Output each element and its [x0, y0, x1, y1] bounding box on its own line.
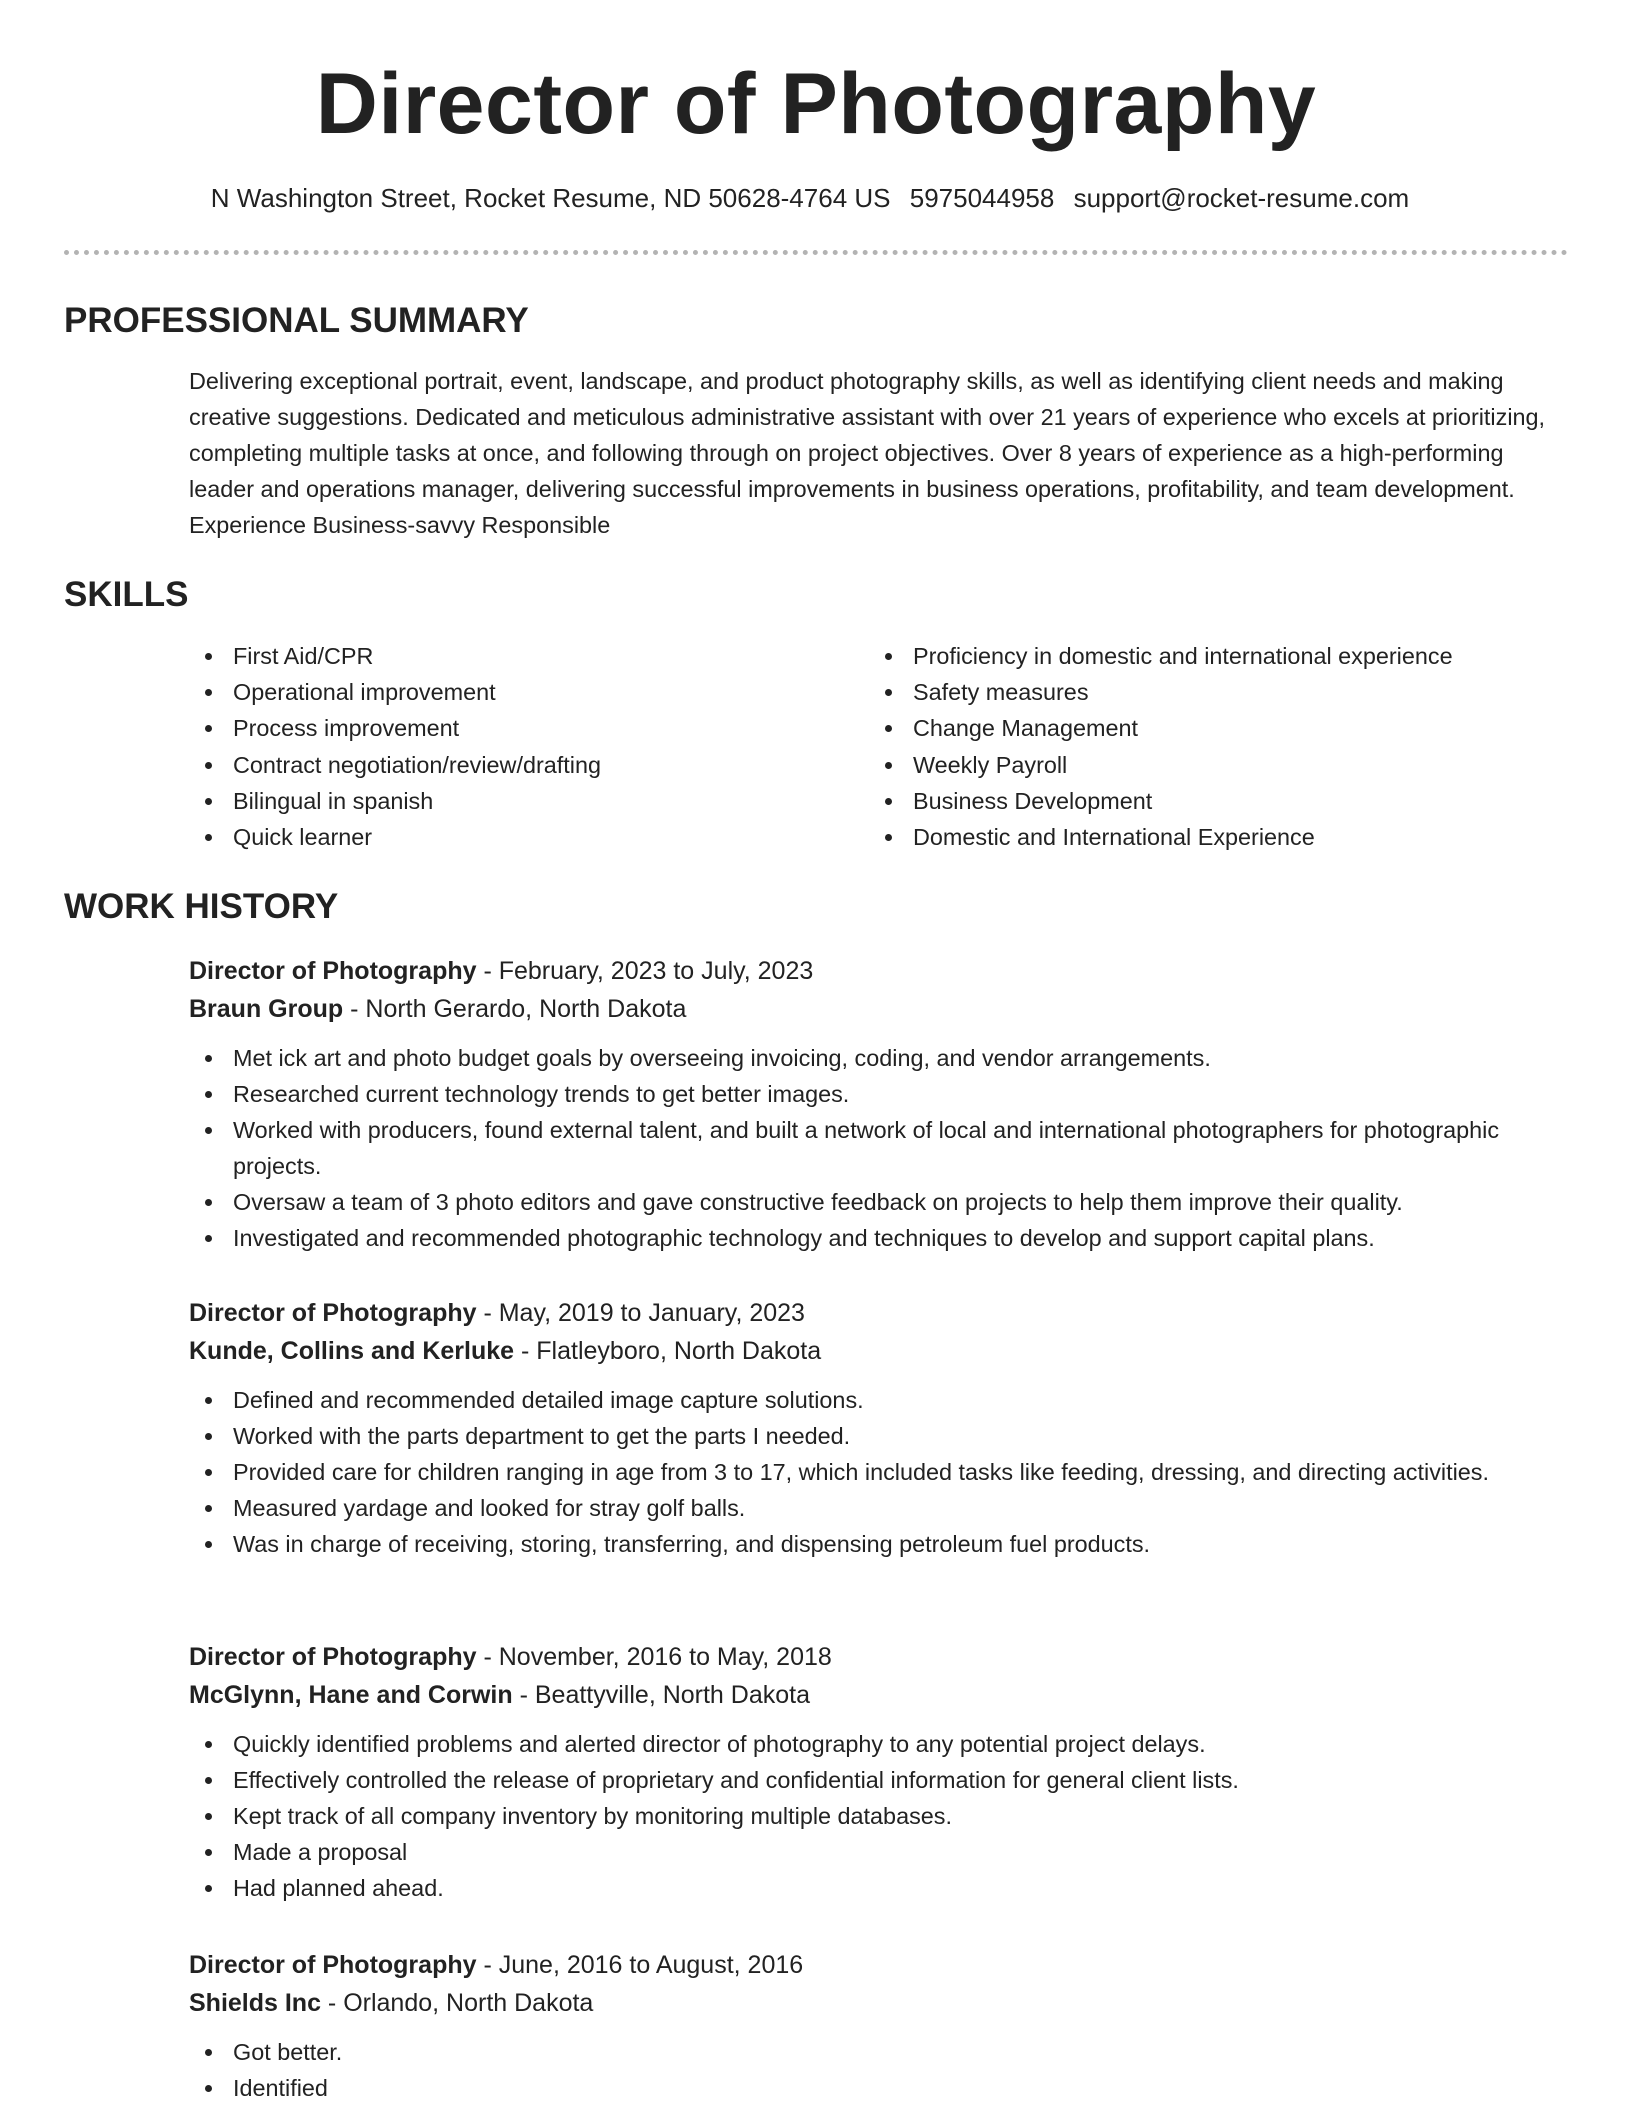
bullet-icon: [205, 798, 212, 805]
contact-line: [0, 180, 1620, 216]
job-company-line: [189, 1676, 1567, 1714]
bullet-icon: [205, 1199, 212, 1206]
skill-item: [189, 783, 601, 819]
job-location: - Flatleyboro, North Dakota: [514, 1337, 822, 1365]
bullet-icon: [885, 725, 892, 732]
skill-item: [869, 783, 1453, 819]
skill-label: Safety measures: [913, 679, 1089, 706]
duty-text: Was in charge of receiving, storing, transferring, and dispensing petroleum fuel products.: [233, 1531, 1151, 1557]
bullet-icon: [205, 1235, 212, 1242]
skill-label: Process improvement: [233, 715, 460, 742]
duty-item: [189, 1184, 1567, 1220]
bullet-icon: [205, 1741, 212, 1748]
job-title-line: [189, 1946, 1567, 1984]
job-location: - Beattyville, North Dakota: [512, 1681, 810, 1709]
duty-text: Provided care for children ranging in age from 3 to 17, which included tasks like feeding, dressing, and directing activities.: [233, 1459, 1489, 1485]
job-company: Shields Inc: [189, 1989, 321, 2017]
skill-item: [869, 819, 1453, 855]
skill-item: [869, 747, 1453, 783]
duty-text: Kept track of all company inventory by monitoring multiple databases.: [233, 1803, 952, 1829]
duty-item: [189, 1726, 1567, 1762]
job-duties: [189, 1382, 1567, 1562]
duty-text: Had planned ahead.: [233, 1875, 444, 1901]
bullet-icon: [885, 762, 892, 769]
bullet-icon: [205, 653, 212, 660]
duty-text: Worked with the parts department to get the parts I needed.: [233, 1423, 851, 1449]
job-duties: [189, 1726, 1567, 1906]
bullet-icon: [205, 1813, 212, 1820]
bullet-icon: [885, 798, 892, 805]
duty-text: Identified: [233, 2075, 328, 2101]
bullet-icon: [205, 1055, 212, 1062]
duty-item: [189, 1870, 1567, 1906]
job-role: Director of Photography: [189, 957, 477, 985]
duty-item: [189, 1762, 1567, 1798]
work-history-heading: WORK HISTORY: [64, 887, 339, 926]
skills-heading: SKILLS: [64, 575, 189, 614]
bullet-icon: [205, 1469, 212, 1476]
job-dates: - February, 2023 to July, 2023: [476, 957, 814, 985]
bullet-icon: [205, 689, 212, 696]
duty-item: [189, 1076, 1567, 1112]
summary-text: Delivering exceptional portrait, event, landscape, and product photography skills, as well as identifying client needs and making creative suggestions. Dedicated and meticulous administrative assistant with over 21 years of experience who excels at prioritizing, completing multiple tasks at once, and following through on project objectives. Over 8 years of experience as a high-performing leader and operations manager, delivering successful improvements in business operations, profitability, and team development. Experience Business-savvy Responsible: [189, 368, 1546, 538]
skill-label: First Aid/CPR: [233, 643, 374, 669]
duty-text: Worked with producers, found external talent, and built a network of local and international photographers for photographic projects.: [233, 1117, 1500, 1179]
bullet-icon: [205, 834, 212, 841]
job-company-line: [189, 990, 1567, 1028]
skill-label: Business Development: [913, 787, 1153, 814]
bullet-icon: [205, 1885, 212, 1892]
header-divider: [64, 250, 1568, 255]
duty-text: Measured yardage and looked for stray golf balls.: [233, 1495, 746, 1521]
bullet-icon: [205, 1433, 212, 1440]
duty-text: Effectively controlled the release of proprietary and confidential information for general client lists.: [233, 1767, 1239, 1793]
duty-item: [189, 1112, 1567, 1184]
skill-item: [189, 674, 601, 710]
duty-item: [189, 1040, 1567, 1076]
bullet-icon: [205, 2049, 212, 2056]
job-dates: - November, 2016 to May, 2018: [476, 1643, 832, 1671]
skill-item: [189, 819, 601, 855]
job-company: Braun Group: [189, 995, 344, 1023]
bullet-icon: [205, 1849, 212, 1856]
bullet-icon: [885, 653, 892, 660]
bullet-icon: [205, 1505, 212, 1512]
job-company-line: [189, 1332, 1567, 1370]
contact-address: N Washington Street, Rocket Resume, ND 50628-4764 US: [210, 183, 891, 213]
bullet-icon: [205, 1397, 212, 1404]
skill-item: [189, 710, 601, 746]
skill-label: Change Management: [913, 715, 1138, 742]
skill-item: [189, 747, 601, 783]
job-entry: [189, 1946, 1567, 2106]
job-role: Director of Photography: [189, 1951, 477, 1979]
job-role: Director of Photography: [189, 1299, 477, 1327]
job-location: - North Gerardo, North Dakota: [343, 995, 687, 1023]
duty-text: Defined and recommended detailed image capture solutions.: [233, 1387, 864, 1413]
bullet-icon: [205, 762, 212, 769]
duty-item: [189, 1526, 1567, 1562]
duty-item: [189, 1798, 1567, 1834]
job-title-line: [189, 952, 1567, 990]
job-entry: [189, 1638, 1567, 1906]
job-company: Kunde, Collins and Kerluke: [189, 1337, 515, 1365]
skill-item: [189, 638, 601, 674]
duty-item: [189, 1834, 1567, 1870]
duty-text: Quickly identified problems and alerted director of photography to any potential project delays.: [233, 1731, 1206, 1757]
duty-item: [189, 1220, 1567, 1256]
skills-list-right: [869, 638, 1453, 855]
duty-item: [189, 1490, 1567, 1526]
contact-email: support@rocket-resume.com: [1073, 183, 1410, 213]
job-role: Director of Photography: [189, 1643, 477, 1671]
bullet-icon: [885, 689, 892, 696]
job-entry: [189, 1294, 1567, 1562]
skill-label: Operational improvement: [233, 679, 496, 706]
bullet-icon: [885, 834, 892, 841]
job-company-line: [189, 1984, 1567, 2022]
skill-label: Contract negotiation/review/drafting: [233, 751, 601, 778]
duty-text: Oversaw a team of 3 photo editors and gave constructive feedback on projects to help them improve their quality.: [233, 1189, 1403, 1215]
skill-label: Proficiency in domestic and international experience: [913, 643, 1453, 669]
job-duties: [189, 1040, 1567, 1256]
job-company: McGlynn, Hane and Corwin: [189, 1681, 513, 1709]
job-duties: [189, 2034, 1567, 2106]
bullet-icon: [205, 1777, 212, 1784]
bullet-icon: [205, 1091, 212, 1098]
job-dates: - June, 2016 to August, 2016: [476, 1951, 804, 1979]
skill-label: Weekly Payroll: [913, 751, 1068, 778]
job-dates: - May, 2019 to January, 2023: [476, 1299, 805, 1327]
duty-item: [189, 1418, 1567, 1454]
skill-label: Quick learner: [233, 823, 373, 850]
job-entry: [189, 952, 1567, 1256]
duty-item: [189, 1382, 1567, 1418]
duty-text: Made a proposal: [233, 1839, 408, 1865]
skill-label: Domestic and International Experience: [913, 823, 1315, 850]
contact-phone: 5975044958: [909, 183, 1055, 213]
job-title-line: [189, 1638, 1567, 1676]
bullet-icon: [205, 1127, 212, 1134]
bullet-icon: [205, 2085, 212, 2092]
duty-text: Investigated and recommended photographic technology and techniques to develop and support capital plans.: [233, 1225, 1375, 1251]
skill-item: [869, 710, 1453, 746]
skill-item: [869, 638, 1453, 674]
resume-name: Director of Photography: [315, 56, 1317, 152]
job-title-line: [189, 1294, 1567, 1332]
duty-item: [189, 1454, 1567, 1490]
job-location: - Orlando, North Dakota: [320, 1989, 594, 2017]
skills-list-left: [189, 638, 601, 855]
summary-heading: PROFESSIONAL SUMMARY: [64, 301, 529, 340]
bullet-icon: [205, 725, 212, 732]
duty-text: Got better.: [233, 2039, 343, 2065]
duty-text: Met ick art and photo budget goals by overseeing invoicing, coding, and vendor arrangements.: [233, 1045, 1211, 1071]
duty-text: Researched current technology trends to get better images.: [233, 1081, 850, 1107]
skill-label: Bilingual in spanish: [233, 787, 434, 814]
duty-item: [189, 2034, 1567, 2070]
duty-item: [189, 2070, 1567, 2106]
skill-item: [869, 674, 1453, 710]
bullet-icon: [205, 1541, 212, 1548]
